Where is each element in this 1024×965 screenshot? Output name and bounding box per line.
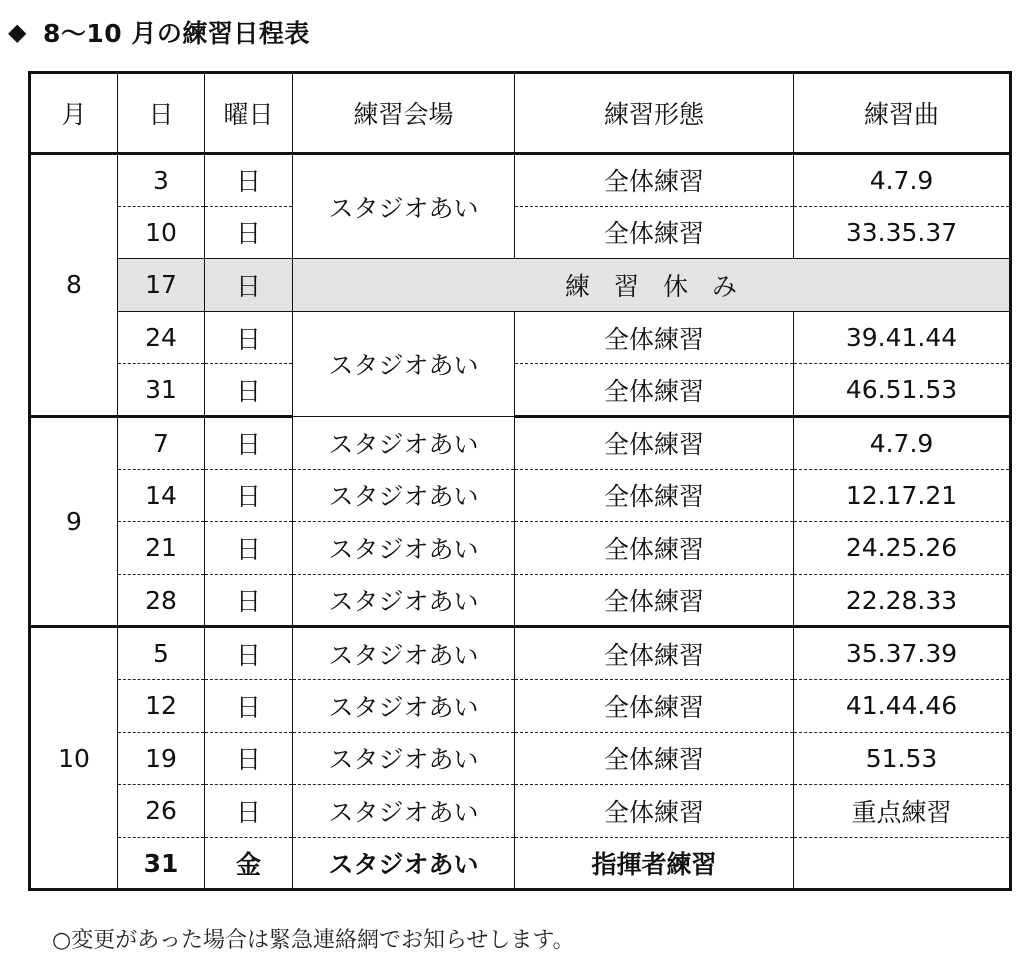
header-form: 練習形態 [515,73,794,154]
weekday-cell: 日 [205,206,293,259]
rest-row [30,259,1011,312]
weekday-cell: 日 [205,522,293,575]
weekday-cell: 金 [205,837,293,890]
songs-cell: 4.7.9 [794,416,1011,469]
form-cell: 全体練習 [515,522,794,575]
venue-cell: スタジオあい [293,627,515,680]
weekday-cell: 日 [205,364,293,417]
songs-cell: 12.17.21 [794,469,1011,522]
songs-cell: 22.28.33 [794,574,1011,627]
header-songs: 練習曲 [794,73,1011,154]
songs-cell: 24.25.26 [794,522,1011,575]
weekday-cell: 日 [205,627,293,680]
table-row [30,679,1011,732]
table-row [30,154,1011,207]
weekday-cell: 日 [205,154,293,207]
weekday-cell: 日 [205,732,293,785]
form-cell: 全体練習 [515,206,794,259]
header-month: 月 [30,73,118,154]
day-cell: 31 [118,364,205,417]
venue-cell: スタジオあい [293,679,515,732]
header-venue: 練習会場 [293,73,515,154]
diamond-bullet-icon: ◆ [8,18,27,46]
table-row [30,732,1011,785]
form-cell: 全体練習 [515,311,794,364]
table-row [30,206,1011,259]
day-cell: 26 [118,785,205,838]
table-row [30,311,1011,364]
songs-cell: 重点練習 [794,785,1011,838]
month-cell: 10 [30,627,118,890]
weekday-cell: 日 [205,679,293,732]
month-cell: 9 [30,416,118,626]
header-weekday: 曜日 [205,73,293,154]
table-row [30,364,1011,417]
venue-cell: スタジオあい [293,522,515,575]
day-cell: 24 [118,311,205,364]
month-cell: 8 [30,154,118,417]
songs-cell: 51.53 [794,732,1011,785]
songs-cell: 39.41.44 [794,311,1011,364]
venue-cell: スタジオあい [293,311,515,416]
header-day: 日 [118,73,205,154]
form-cell: 全体練習 [515,732,794,785]
day-cell: 14 [118,469,205,522]
day-cell: 31 [118,837,205,890]
day-cell: 19 [118,732,205,785]
day-cell: 17 [118,259,205,312]
footer-note: ○変更があった場合は緊急連絡網でお知らせします。 [52,928,575,953]
weekday-cell: 日 [205,311,293,364]
songs-cell [794,837,1011,890]
schedule-table [28,71,1012,891]
table-row [30,522,1011,575]
venue-cell: スタジオあい [293,416,515,469]
day-cell: 21 [118,522,205,575]
songs-cell: 41.44.46 [794,679,1011,732]
weekday-cell: 日 [205,416,293,469]
table-row [30,837,1011,890]
day-cell: 5 [118,627,205,680]
form-cell: 全体練習 [515,785,794,838]
table-row [30,469,1011,522]
songs-cell: 46.51.53 [794,364,1011,417]
form-cell: 全体練習 [515,154,794,207]
form-cell: 全体練習 [515,679,794,732]
day-cell: 7 [118,416,205,469]
form-cell: 全体練習 [515,574,794,627]
rest-label: 練習休み [293,259,1011,312]
venue-cell: スタジオあい [293,574,515,627]
weekday-cell: 日 [205,469,293,522]
table-row [30,416,1011,469]
songs-cell: 33.35.37 [794,206,1011,259]
form-cell: 全体練習 [515,627,794,680]
venue-cell: スタジオあい [293,154,515,259]
day-cell: 3 [118,154,205,207]
form-cell: 全体練習 [515,469,794,522]
table-row [30,574,1011,627]
table-row [30,627,1011,680]
form-cell: 全体練習 [515,364,794,417]
weekday-cell: 日 [205,259,293,312]
weekday-cell: 日 [205,574,293,627]
venue-cell: スタジオあい [293,732,515,785]
venue-cell: スタジオあい [293,785,515,838]
page-title [8,14,310,50]
form-cell: 指揮者練習 [515,837,794,890]
day-cell: 28 [118,574,205,627]
songs-cell: 35.37.39 [794,627,1011,680]
weekday-cell: 日 [205,785,293,838]
form-cell: 全体練習 [515,416,794,469]
table-row [30,785,1011,838]
songs-cell: 4.7.9 [794,154,1011,207]
venue-cell: スタジオあい [293,837,515,890]
day-cell: 10 [118,206,205,259]
day-cell: 12 [118,679,205,732]
page-title-text: 8〜10 月の練習日程表 [42,19,310,48]
venue-cell: スタジオあい [293,469,515,522]
table-header-row [30,73,1011,154]
